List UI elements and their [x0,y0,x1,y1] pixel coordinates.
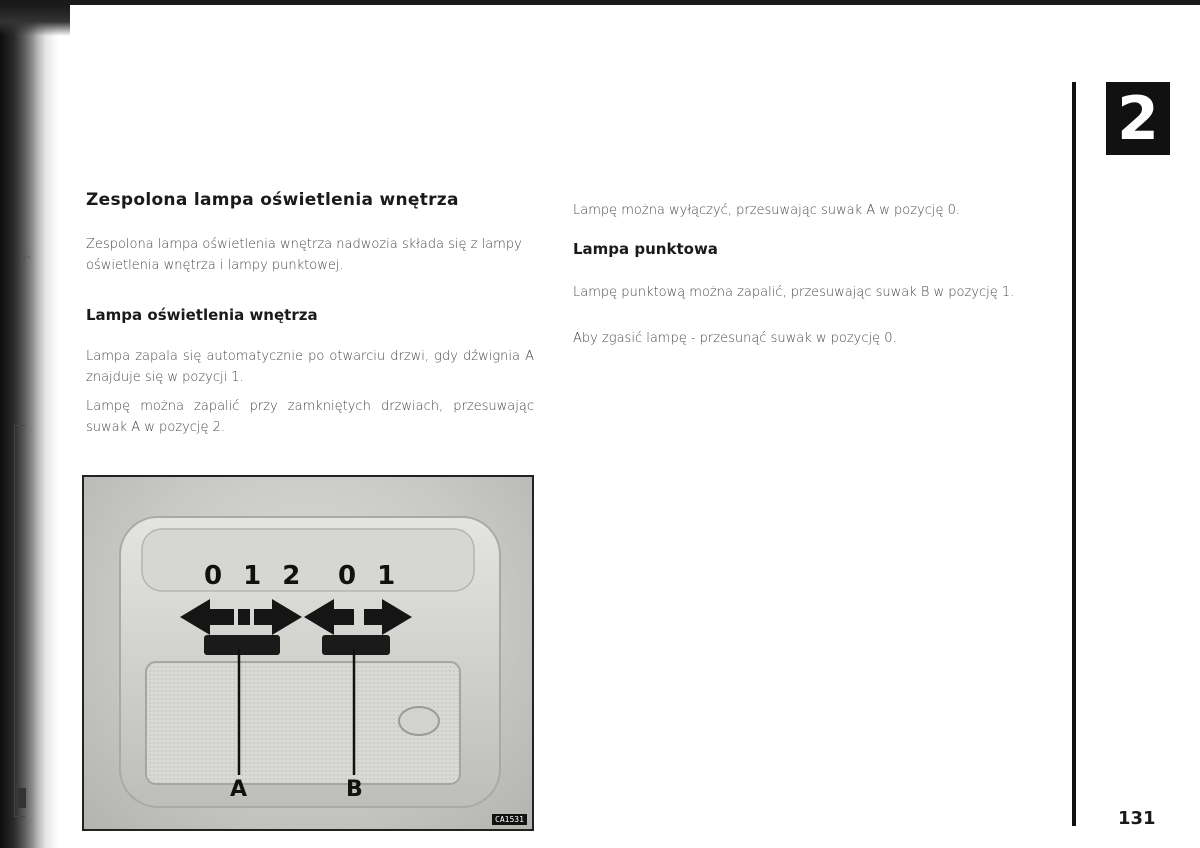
section-intro: Zespolona lampa oświetlenia wnętrza nadwozia składa się z lampy oświetlenia wnętrza i lampy punktowej. [86,237,522,273]
interior-lamp-photo [82,475,534,831]
slider-b-scale: 0 1 [338,561,402,591]
book-spine-shadow [0,0,58,848]
interior-lamp-auto-text: Lampa zapala się automatycznie po otwarciu drzwi, gdy dźwignia A znajduje się w pozycji 1. [86,349,534,385]
slider-a-arrow-mid [238,609,250,625]
slider-a-scale: 0 1 2 [204,561,307,591]
interior-lamp-manual-text: Lampę można zapalić przy zamkniętych drzwiach, przesuwając suwak A w pozycję 2. [86,399,534,435]
section-title: Zespolona lampa oświetlenia wnętrza [86,190,459,210]
chapter-divider-rule [1072,82,1076,826]
previous-page-fragment: a- [20,250,31,263]
book-spine-top-shadow [0,0,70,36]
previous-page-figure-edge [14,425,25,817]
spot-lamp-button [399,707,439,735]
callout-a: A [230,777,248,802]
page-top-border [0,0,1200,5]
chapter-tab [1106,82,1170,155]
interior-lamp-title: Lampa oświetlenia wnętrza [86,306,318,324]
page-number: 131 [1118,808,1156,829]
interior-lamp-off-text: Lampę można wyłączyć, przesuwając suwak A w pozycję 0. [573,203,961,218]
previous-page-mark [18,788,26,808]
spot-lamp-off-text: Aby zgasić lampę - przesunąć suwak w pozycję 0. [573,331,897,346]
callout-b: B [346,777,363,802]
slider-a-knob [204,635,280,655]
spot-lamp-on-text: Lampę punktową można zapalić, przesuwając suwak B w pozycję 1. [573,285,1015,300]
spot-lamp-title: Lampa punktowa [573,240,718,258]
figure-code: CA1531 [492,814,527,825]
chapter-number: 2 [1117,83,1159,154]
lamp-illustration [84,477,532,829]
lamp-upper-recess [142,529,474,591]
slider-b-knob [322,635,390,655]
